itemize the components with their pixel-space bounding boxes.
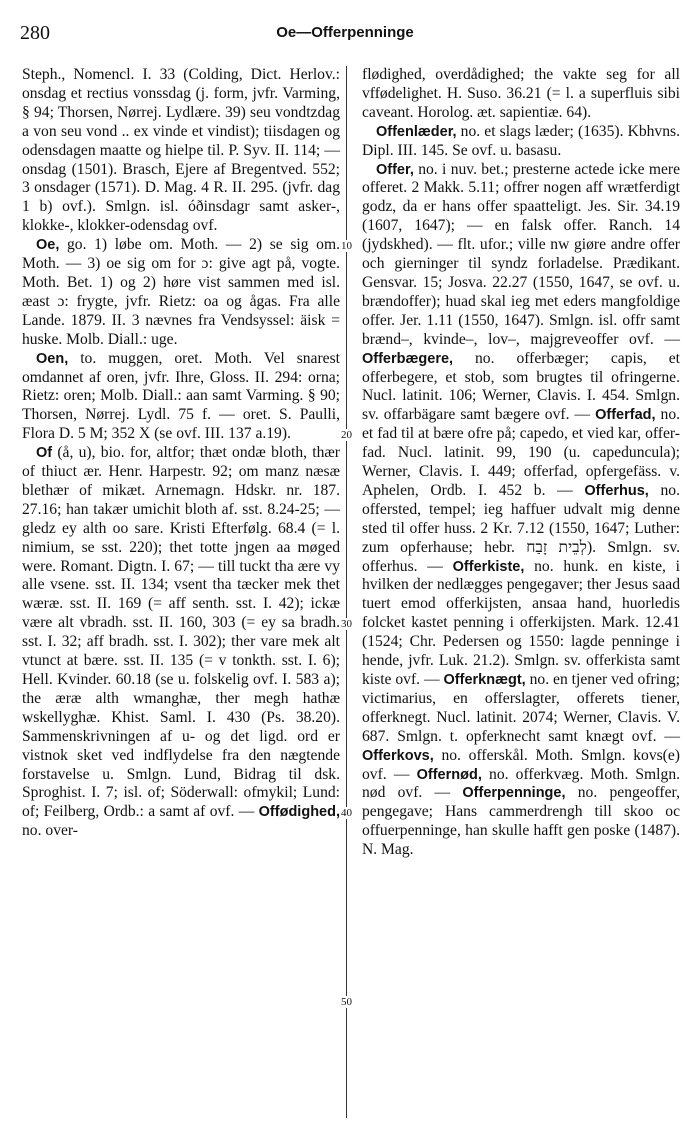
line-number-40: 40: [341, 807, 352, 819]
entry-text: no. over-: [22, 822, 78, 840]
entry-text: no. offerkvæg. Moth. Smlgn. nød ovf. —: [362, 765, 681, 802]
line-number-10: 10: [341, 240, 352, 252]
entry-text: no. en tjener ved ofring; victimarius, en offerslagter, offerets tiener, offerknegt. Nucl. latinit. 2074; Werner, Clavis. V. 687. Smlgn. t. opferknecht samt knægt ovf. —: [362, 671, 680, 745]
entry-text: Steph., Nomencl. I. 33 (Colding, Dict. Herlov.: onsdag et rectius vonssdag (j. form, jvfr. Varming, § 94; Thorsen, Nørrej. Lydlære. 39) seu vondtzdag a von seu vond .. ex vinde et vindist); tiisdagen og odensdagen maatte og hielpe til. P. Syv. II. 114; — onsdag (1501). Brasch, Ejere af Bregentved. 552; 3 onsdager (1571). D. Mag. 4 R. II. 295. (jvfr. dag 1 b) ovf.). Smlgn. isl. óðinsdagr samt asker-, klokke-, klokker-odensdag ovf.: [22, 66, 340, 235]
headword: Offerknægt,: [443, 672, 526, 688]
right-column: [362, 66, 680, 860]
entry-text: no. offersted, tempel; ieg haffuer udvalt mig denne sted til offer huss. 2 Kr. 7.12 (1550, 1647; Luther: zum opferhause; hebr. לְבֵית זָבַח). Smlgn. sv. offerhus. —: [362, 481, 680, 575]
running-head: Oe—Offerpenninge: [276, 24, 414, 41]
line-number-30: 30: [341, 618, 352, 630]
entry-text: (å, u), bio. for, altfor; thæt ondæ bloth, thær of thiuct ær. Henr. Harpestr. 92; om manz næsæ blethær of mikæt. Arnemagn. Hdskr. nr. 187. 27.16; han takær umichit bloth af. sst. 8.24-25; — gledz ey alth oo sare. Kristi Efterfølg. 68.4 (= l. nimium, se sst. 220); thet totte jngen aa møged were. Romant. Digtn. I. 67; — till tuckt tha ære vy alle vsene. sst. II. 134; vsent tha tæcker mek thet wæræ. sst. II. 169 (= aff senth. sst. I. 42); ickæ være alt vbradh. sst. II. 160, 303 (= ey sa bradh. sst. I. 32; aff bradh. sst. I. 302); ther vare mek alt vtunct at bære. sst. II. 135 (= v tonkth. sst. I. 6); Hell. Kvinder. 60.18 (se u. folskelig ovf. I. 583 a); the æræ alth wmanghæ, ther megh hathæ wskellyghæ. Khist. Saml. I. 430 (Ps. 38.20). Sammenskrivningen af u- og det ligd. ord er vistnok sket ved indflydelse fra den nægtende forstavelse u. Smlgn. Lund, Bidrag til dsk. Sproghist. I. 7; isl. of; Söderwall: ofmykil; Lund: of; Feilberg, Ordb.: a samt af ovf. —: [22, 444, 340, 821]
headword: Offer,: [376, 161, 414, 178]
entry-text: no. et fad til at bære ofre på; capedo, et vied kar, offer-fad. Nucl. latinit. 99, 190 (u. capeduncula); Werner, Clavis. I. 449; offerfad, opfergefäss. v. Aphelen, Ordb. I. 452 b. —: [362, 406, 681, 499]
entry-oen: [22, 350, 340, 445]
entry-text: no. offerskål. Moth. Smlgn. kovs(e) ovf. —: [362, 746, 680, 783]
headword: Offødighed,: [258, 804, 340, 821]
entry-offenlaeder: [362, 123, 680, 161]
headword: Offerkovs,: [362, 747, 434, 764]
left-column: [22, 66, 340, 841]
headword: Offerbægere,: [362, 350, 454, 367]
headword: Offerkiste,: [452, 558, 525, 575]
column-divider: [346, 66, 347, 1118]
page-number: 280: [20, 22, 50, 44]
line-number-50: 50: [341, 996, 352, 1008]
entry-text: no. hunk. en kiste, i hvilken der nedlægges pengegaver; ther Jesus saad tuert emod offerkijsten, ansaa hand, huorledis folcket kastet penning i offerkijsten. Mark. 12.41 (1524; Chr. Pedersen og 1550: lagde penninge i hende, jvfr. Luk. 21.2). Smlgn. sv. offerkista samt kiste ovf. —: [362, 557, 680, 688]
entry-text: no. et slags læder; (1635). Kbhvns. Dipl. III. 145. Se ovf. u. basasu.: [362, 122, 680, 159]
headword: Offerfad,: [595, 407, 656, 424]
headword: Offerhus,: [584, 482, 649, 499]
headword: Offernød,: [416, 766, 482, 783]
entry-text: no. offerbæger; capis, et offerbegere, et stob, som brugtes til ofringerne. Nucl. latinit. 106; Werner, Clavis. I. 454. Smlgn. sv. offarbägare samt bægere ovf. —: [362, 349, 680, 424]
entry-oe: [22, 236, 340, 349]
entry-text: go. 1) løbe om. Moth. — 2) se sig om. Moth. — 3) oe sig om for ɔ: give agt på, vogte. Moth. Bet. 1) og 2) høre vist sammen med isl. æast ɔ: frygte, jvfr. Rietz: oa og ågas. Fra alle Lande. 1879. II. 3 nævnes fra Vendsyssel: äisk = huske. Molb. Diall.: uge.: [22, 236, 340, 348]
headword: Oe,: [36, 237, 60, 254]
entry-text: no. i nuv. bet.; presterne actede icke mere offeret. 2 Makk. 5.11; offrer nogen aff wrætferdigt godz, da er hans offer spaatteligt. Jes. Sir. 34.19 (1607, 1647); — en falsk offer. Ranch. 14 (jydskhed). — flt. ufor.; ville nw giøre andre offer och gierninger til syndz forladelse. Prædikant. Gensvar. 15; Josva. 22.27 (1550, 1647, se ovf. u. brændoffer); huad skal ieg met eders mangfoldige offer. Jer. 1.11 (1550, 1647). Smlgn. isl. offr samt brænd–, kvinde–, lov–, majgreveoffer ovf. —: [362, 160, 680, 348]
entry-continuation: [362, 66, 680, 123]
entry-text: flødighed, overdådighed; the vakte seg for all vffødelighet. H. Suso. 36.21 (= l. a superfluis sibi caveant. Horolog. æt. sapientiæ. 64).: [362, 66, 680, 121]
entry-text: to. muggen, oret. Moth. Vel snarest omdannet af oren, jvfr. Ihre, Gloss. II. 294: orna; Rietz: oren; Molb. Diall.: aan samt Varming. § 90; Thorsen, Nørrej. Lydl. 75 f. — oret. S. Paulli, Flora D. 5 M; 352 X (se ovf. III. 137 a.19).: [22, 349, 340, 443]
headword: Oen,: [36, 350, 69, 367]
headword: Offerpenninge,: [462, 785, 566, 802]
entry-offer: [362, 161, 680, 861]
entry-continuation: [22, 66, 340, 236]
headword: Of: [36, 445, 53, 462]
entry-of: [22, 444, 340, 841]
line-number-20: 20: [341, 429, 352, 441]
headword: Offenlæder,: [376, 123, 457, 140]
entry-text: no. pengeoffer, pengegave; Hans cammerdrengh till skoo oc offuerpenninge, han skulle hafft gen poske (1487). N. Mag.: [362, 784, 681, 859]
